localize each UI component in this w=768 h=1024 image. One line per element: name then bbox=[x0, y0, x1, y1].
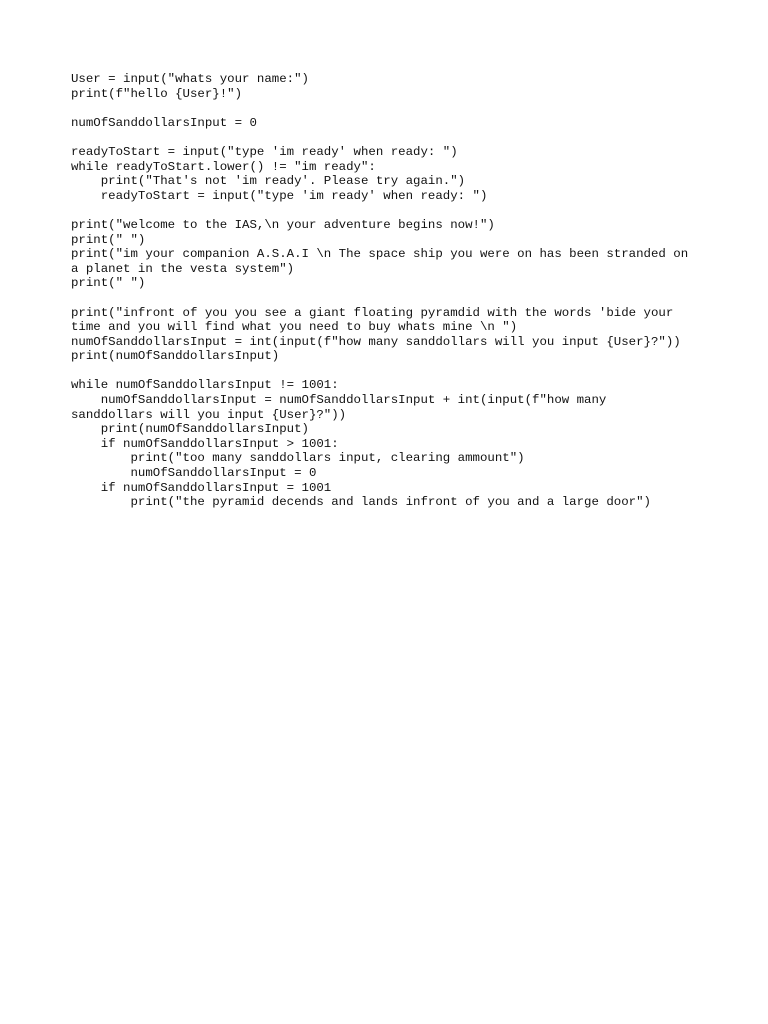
code-line: User = input("whats your name:") bbox=[71, 72, 309, 86]
code-line bbox=[71, 101, 711, 116]
code-line bbox=[71, 364, 711, 379]
code-line: numOfSanddollarsInput = 0 bbox=[71, 115, 257, 130]
code-line: readyToStart = input("type 'im ready' when ready: ") bbox=[71, 144, 458, 159]
code-line: if numOfSanddollarsInput = 1001 bbox=[71, 480, 332, 495]
code-line bbox=[71, 130, 711, 145]
code-line bbox=[71, 203, 711, 218]
code-line: print("infront of you you see a giant floating pyramdid with the words 'bide your bbox=[71, 305, 674, 320]
code-line: print(" ") bbox=[71, 232, 146, 247]
code-line: time and you will find what you need to buy whats mine \n ") bbox=[71, 320, 518, 335]
code-line: print("im your companion A.S.A.I \n The space ship you were on has been stranded on bbox=[71, 247, 689, 262]
code-line: print("the pyramid decends and lands infront of you and a large door") bbox=[71, 495, 651, 510]
code-line: a planet in the vesta system") bbox=[71, 261, 295, 276]
code-line: print(f"hello {User}!") bbox=[71, 86, 243, 101]
code-line: print("too many sanddollars input, clearing ammount") bbox=[71, 451, 525, 466]
code-line bbox=[71, 291, 711, 306]
document-page bbox=[71, 72, 711, 510]
code-line: numOfSanddollarsInput = 0 bbox=[71, 466, 317, 481]
code-line: numOfSanddollarsInput = int(input(f"how many sanddollars will you input {User}?")) bbox=[71, 334, 681, 349]
code-line: if numOfSanddollarsInput > 1001: bbox=[71, 436, 339, 451]
code-line: while readyToStart.lower() != "im ready": bbox=[71, 159, 376, 174]
code-line: numOfSanddollarsInput = numOfSanddollarsInput + int(input(f"how many bbox=[71, 393, 607, 408]
code-line: print("welcome to the IAS,\n your adventure begins now!") bbox=[71, 217, 495, 232]
code-line: print(numOfSanddollarsInput) bbox=[71, 422, 309, 437]
code-line: print("That's not 'im ready'. Please try again.") bbox=[71, 174, 466, 189]
code-line: sanddollars will you input {User}?")) bbox=[71, 407, 347, 422]
code-line: print(" ") bbox=[71, 276, 146, 291]
code-line: readyToStart = input("type 'im ready' when ready: ") bbox=[71, 188, 488, 203]
code-line: while numOfSanddollarsInput != 1001: bbox=[71, 378, 339, 393]
code-line: print(numOfSanddollarsInput) bbox=[71, 349, 280, 364]
